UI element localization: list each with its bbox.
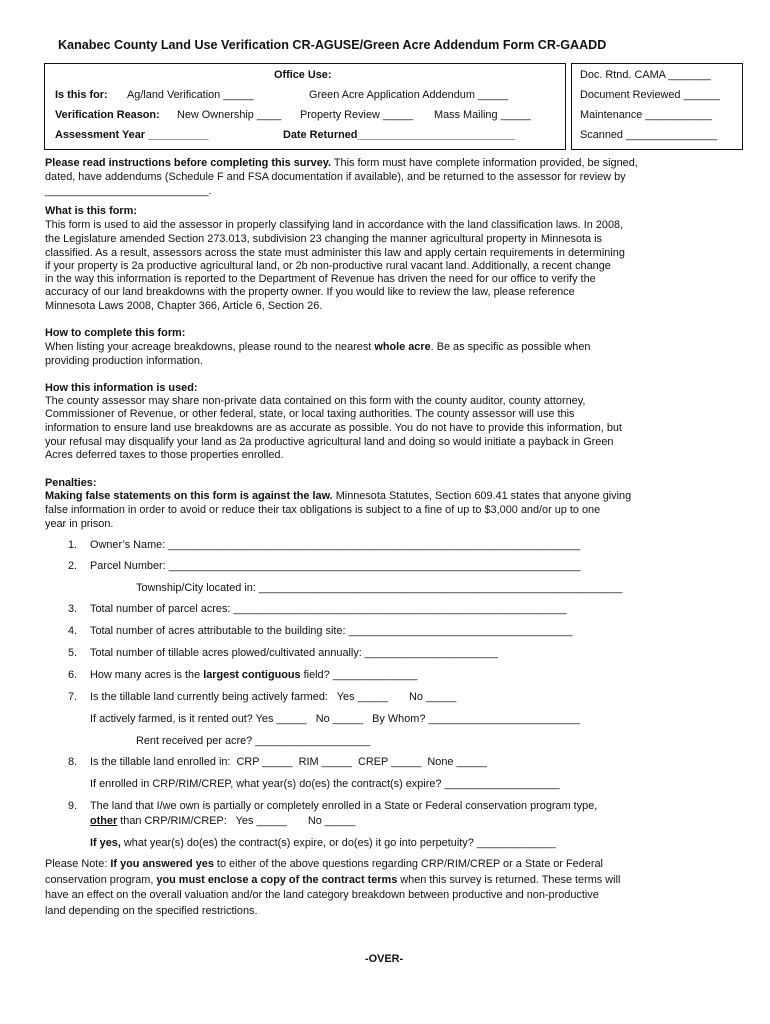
township-city-field[interactable]: Township/City located in: ____________________________________________________________	[136, 582, 623, 594]
maintenance: Maintenance ___________	[580, 109, 713, 121]
rent-per-acre-field[interactable]: Rent received per acre? ___________________	[136, 735, 371, 747]
intro-line-1	[45, 156, 638, 170]
note-c: to either of the above questions regarding CRP/RIM/CREP or a State or Federal	[213, 858, 603, 870]
property-review: Property Review _____	[300, 109, 414, 121]
used-line: your refusal may disqualify your land as 2a productive agricultural land and doing so would initiate a payback in Green	[45, 436, 614, 448]
penalties-rest: Minnesota Statutes, Section 609.41 states that anyone giving	[332, 490, 632, 502]
what-line: classified. As a result, assessors across the state must administer this law and apply certain requirements in determining	[45, 247, 625, 259]
parcel-number-field[interactable]: Parcel Number: ____________________________________________________________________	[90, 560, 581, 572]
ag-land-verification: Ag/land Verification _____	[127, 89, 254, 101]
q6-number: 6.	[68, 669, 78, 681]
what-line: if your property is 2a productive agricultural land, or 2b non-productive rural vacant land. Additionally, a recent change	[45, 260, 611, 272]
date-returned: Date Returned__________________________	[283, 129, 515, 141]
penalties-line-3: year in prison.	[45, 518, 114, 530]
owner-name-field[interactable]: Owner’s Name: ____________________________________________________________________	[90, 539, 581, 551]
note-line-2	[45, 873, 620, 887]
assessment-year: Assessment Year __________	[55, 129, 209, 141]
note-line-3: have an effect on the overall valuation and/or the land category breakdown between productive and non-productive	[45, 889, 599, 901]
q9-number: 9.	[68, 800, 78, 812]
q3-number: 3.	[68, 603, 78, 615]
perpetuity-field[interactable]	[90, 836, 556, 850]
q5-number: 5.	[68, 647, 78, 659]
what-line: accuracy of our land breakdowns with the property owner. If you would like to review the law, please reference	[45, 286, 575, 298]
used-line: Commissioner of Revenue, or other federal, state, or local taxing authorities. The county assessor will use this	[45, 408, 575, 420]
scanned: Scanned _______________	[580, 129, 717, 141]
penalties-line-2: false information in order to avoid or reduce their tax obligations is subject to a fine of up to $3,000 and/or up to one	[45, 504, 601, 516]
used-line: The county assessor may share non-private data contained on this form with the county auditor, county attorney,	[45, 395, 586, 407]
verification-reason-label: Verification Reason:	[55, 109, 160, 121]
green-acre-addendum: Green Acre Application Addendum _____	[309, 89, 509, 101]
is-for-label: Is this for:	[55, 89, 108, 101]
enrolled-program-field[interactable]: Is the tillable land enrolled in: CRP _____ RIM _____ CREP _____ None _____	[90, 756, 487, 768]
q6-bold: largest contiguous	[203, 669, 301, 681]
used-line: Acres deferred taxes to those properties enrolled.	[45, 449, 284, 461]
intro-line-3: ___________________________.	[45, 185, 212, 197]
parcel-acres-field[interactable]: Total number of parcel acres: _______________________________________________________	[90, 603, 567, 615]
note-f: when this survey is returned. These terms will	[397, 874, 621, 886]
q9-if-yes-rest: what year(s) do(es) the contract(s) expire, or do(es) it go into perpetuity? _____________	[120, 837, 556, 849]
q9-if-yes: If yes,	[90, 837, 121, 849]
q9-line-1: The land that I/we own is partially or completely enrolled in a State or Federal conservation program type,	[90, 800, 598, 812]
what-line: in the way this information is reported to the Department of Revenue has driven the need for our office to verify the	[45, 273, 596, 285]
q4-number: 4.	[68, 625, 78, 637]
what-heading: What is this form:	[45, 205, 137, 217]
office-use-heading: Office Use:	[274, 69, 332, 81]
q8-number: 8.	[68, 756, 78, 768]
how-heading: How to complete this form:	[45, 327, 186, 339]
penalties-line-1	[45, 489, 631, 503]
penalties-heading: Penalties:	[45, 477, 97, 489]
q9-other: other	[90, 815, 118, 827]
note-line-1	[45, 857, 603, 871]
note-e: you must enclose a copy of the contract terms	[156, 874, 398, 886]
q6-text-a: How many acres is the	[90, 669, 204, 681]
intro-rest: This form must have complete information provided, be signed,	[331, 157, 638, 169]
contract-expire-field[interactable]: If enrolled in CRP/RIM/CREP, what year(s) do(es) the contract(s) expire? ___________________	[90, 778, 560, 790]
building-site-acres-field[interactable]: Total number of acres attributable to the building site: _____________________________________	[90, 625, 573, 637]
note-d: conservation program,	[45, 874, 157, 886]
used-line: information to ensure land use breakdowns are as accurate as possible. You do not have to provide this information, but	[45, 422, 622, 434]
tillable-acres-field[interactable]: Total number of tillable acres plowed/cultivated annually: ______________________	[90, 647, 499, 659]
q6-text-b: field? ______________	[300, 669, 418, 681]
document-reviewed: Document Reviewed ______	[580, 89, 720, 101]
how-line-1	[45, 340, 590, 354]
how-text-a: When listing your acreage breakdowns, please round to the nearest	[45, 341, 375, 353]
actively-farmed-field[interactable]: Is the tillable land currently being actively farmed: Yes _____ No _____	[90, 691, 457, 703]
how-line-2: providing production information.	[45, 355, 204, 367]
q9-line-2-rest: than CRP/RIM/CREP: Yes _____ No _____	[117, 815, 356, 827]
intro-line-2: dated, have addendums (Schedule F and FSA documentation if available), and be returned to the assessor for review by	[45, 171, 626, 183]
over-footer: -OVER-	[365, 953, 404, 965]
penalties-bold: Making false statements on this form is against the law.	[45, 490, 333, 502]
new-ownership: New Ownership ____	[177, 109, 282, 121]
doc-rtnd-cama: Doc. Rtnd. CAMA _______	[580, 69, 711, 81]
other-program-field[interactable]	[90, 814, 355, 828]
intro-bold: Please read instructions before completing this survey.	[45, 157, 332, 169]
what-line: This form is used to aid the assessor in properly classifying land in accordance with the land classification laws. In 2008,	[45, 219, 624, 231]
note-b: If you answered yes	[110, 858, 214, 870]
q7-number: 7.	[68, 691, 78, 703]
form-title: Kanabec County Land Use Verification CR-AGUSE/Green Acre Addendum Form CR-GAADD	[58, 38, 607, 52]
what-line: the Legislature amended Section 273.013, subdivision 23 changing the manner agricultural property in Minnesota is	[45, 233, 602, 245]
what-line: Minnesota Laws 2008, Chapter 366, Article 6, Section 26.	[45, 300, 323, 312]
largest-contiguous-field[interactable]	[90, 668, 418, 682]
note-line-4: land depending on the specified restrictions.	[45, 905, 258, 917]
used-heading: How this information is used:	[45, 382, 198, 394]
rented-out-field[interactable]: If actively farmed, is it rented out? Yes _____ No _____ By Whom? _________________________	[90, 713, 580, 725]
note-a: Please Note:	[45, 858, 111, 870]
how-whole-acre: whole acre	[374, 341, 431, 353]
q2-number: 2.	[68, 560, 78, 572]
q1-number: 1.	[68, 539, 78, 551]
mass-mailing: Mass Mailing _____	[434, 109, 531, 121]
how-text-b: . Be as specific as possible when	[430, 341, 591, 353]
